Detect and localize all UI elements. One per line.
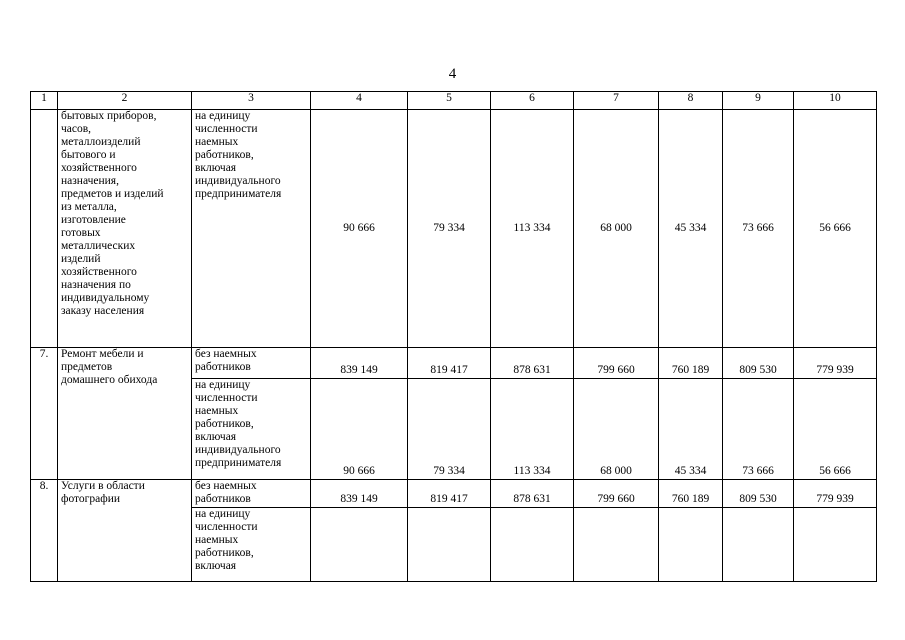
cell-line: домашнего обихода — [61, 374, 158, 386]
value-cell — [311, 508, 408, 582]
cell-line: включая — [195, 431, 237, 443]
value-cell: 56 666 — [794, 110, 877, 348]
row-number-cell: 8. — [31, 480, 58, 582]
value-cell: 819 417 — [408, 480, 491, 508]
category-cell — [192, 110, 311, 348]
value-cell: 760 189 — [659, 348, 723, 379]
category-cell — [192, 348, 311, 379]
value-cell: 878 631 — [491, 348, 574, 379]
cell-line: наемных — [195, 136, 239, 148]
cell-line: заказу населения — [61, 305, 145, 317]
value-cell — [794, 508, 877, 582]
header-cell: 9 — [723, 92, 794, 110]
value-cell: 45 334 — [659, 110, 723, 348]
cell-line: работников — [195, 493, 251, 505]
cell-line: индивидуального — [195, 444, 281, 456]
cell-line: работников, — [195, 418, 254, 430]
value-cell: 68 000 — [574, 379, 659, 480]
table-row — [31, 348, 877, 379]
service-name-cell — [58, 480, 192, 582]
header-cell: 1 — [31, 92, 58, 110]
row-number-cell: 7. — [31, 348, 58, 480]
header-cell: 5 — [408, 92, 491, 110]
value-cell: 839 149 — [311, 348, 408, 379]
cell-line: численности — [195, 123, 258, 135]
value-cell — [574, 508, 659, 582]
cell-line: предпринимателя — [195, 188, 282, 200]
cell-line: включая — [195, 560, 237, 572]
cell-line: хозяйственного — [61, 266, 137, 278]
cell-line: назначения, — [61, 175, 119, 187]
value-cell: 779 939 — [794, 480, 877, 508]
page-number: 4 — [448, 66, 457, 82]
category-cell — [192, 379, 311, 480]
header-cell: 10 — [794, 92, 877, 110]
value-cell — [723, 508, 794, 582]
cell-line: металлоизделий — [61, 136, 141, 148]
cell-line: без наемных — [195, 480, 257, 492]
value-cell — [408, 508, 491, 582]
value-cell: 799 660 — [574, 480, 659, 508]
value-cell: 113 334 — [491, 110, 574, 348]
cell-line: на единицу — [195, 110, 251, 122]
cell-line: наемных — [195, 534, 239, 546]
header-cell: 8 — [659, 92, 723, 110]
tariff-table — [30, 91, 877, 582]
cell-line: металлических — [61, 240, 136, 252]
cell-line: часов, — [61, 123, 92, 135]
value-cell: 45 334 — [659, 379, 723, 480]
cell-line: фотографии — [61, 493, 121, 505]
cell-line: работников — [195, 361, 251, 373]
value-cell: 809 530 — [723, 348, 794, 379]
value-cell: 90 666 — [311, 379, 408, 480]
value-cell: 90 666 — [311, 110, 408, 348]
table-row — [31, 480, 877, 508]
value-cell: 113 334 — [491, 379, 574, 480]
header-cell: 6 — [491, 92, 574, 110]
row-number-cell — [31, 110, 58, 348]
cell-line: готовых — [61, 227, 101, 239]
cell-line: работников, — [195, 547, 254, 559]
cell-line: предпринимателя — [195, 457, 282, 469]
value-cell: 839 149 — [311, 480, 408, 508]
cell-line: включая — [195, 162, 237, 174]
value-cell — [659, 508, 723, 582]
value-cell: 809 530 — [723, 480, 794, 508]
value-cell: 68 000 — [574, 110, 659, 348]
header-cell: 7 — [574, 92, 659, 110]
table-row — [31, 110, 877, 348]
value-cell: 878 631 — [491, 480, 574, 508]
cell-line: индивидуальному — [61, 292, 150, 304]
cell-line: на единицу — [195, 508, 251, 520]
cell-line: наемных — [195, 405, 239, 417]
cell-line: без наемных — [195, 348, 257, 360]
header-cell: 2 — [58, 92, 192, 110]
header-cell: 4 — [311, 92, 408, 110]
category-cell — [192, 508, 311, 582]
cell-line: на единицу — [195, 379, 251, 391]
value-cell: 760 189 — [659, 480, 723, 508]
value-cell — [491, 508, 574, 582]
cell-line: Услуги в области — [61, 480, 145, 492]
category-cell — [192, 480, 311, 508]
cell-line: работников, — [195, 149, 254, 161]
header-row — [31, 92, 877, 110]
value-cell: 56 666 — [794, 379, 877, 480]
cell-line: назначения по — [61, 279, 131, 291]
cell-line: хозяйственного — [61, 162, 137, 174]
table-body — [31, 92, 877, 582]
cell-line: индивидуального — [195, 175, 281, 187]
cell-line: изготовление — [61, 214, 126, 226]
header-cell: 3 — [192, 92, 311, 110]
cell-line: численности — [195, 521, 258, 533]
value-cell: 79 334 — [408, 379, 491, 480]
cell-line: изделий — [61, 253, 101, 265]
cell-line: предметов — [61, 361, 113, 373]
value-cell: 779 939 — [794, 348, 877, 379]
cell-line: Ремонт мебели и — [61, 348, 144, 360]
cell-line: бытового и — [61, 149, 116, 161]
cell-line: предметов и изделий — [61, 188, 164, 200]
value-cell: 799 660 — [574, 348, 659, 379]
cell-line: из металла, — [61, 201, 117, 213]
value-cell: 73 666 — [723, 379, 794, 480]
service-name-cell — [58, 110, 192, 348]
service-name-cell — [58, 348, 192, 480]
cell-line: численности — [195, 392, 258, 404]
value-cell: 79 334 — [408, 110, 491, 348]
value-cell: 819 417 — [408, 348, 491, 379]
value-cell: 73 666 — [723, 110, 794, 348]
cell-line: бытовых приборов, — [61, 110, 157, 122]
